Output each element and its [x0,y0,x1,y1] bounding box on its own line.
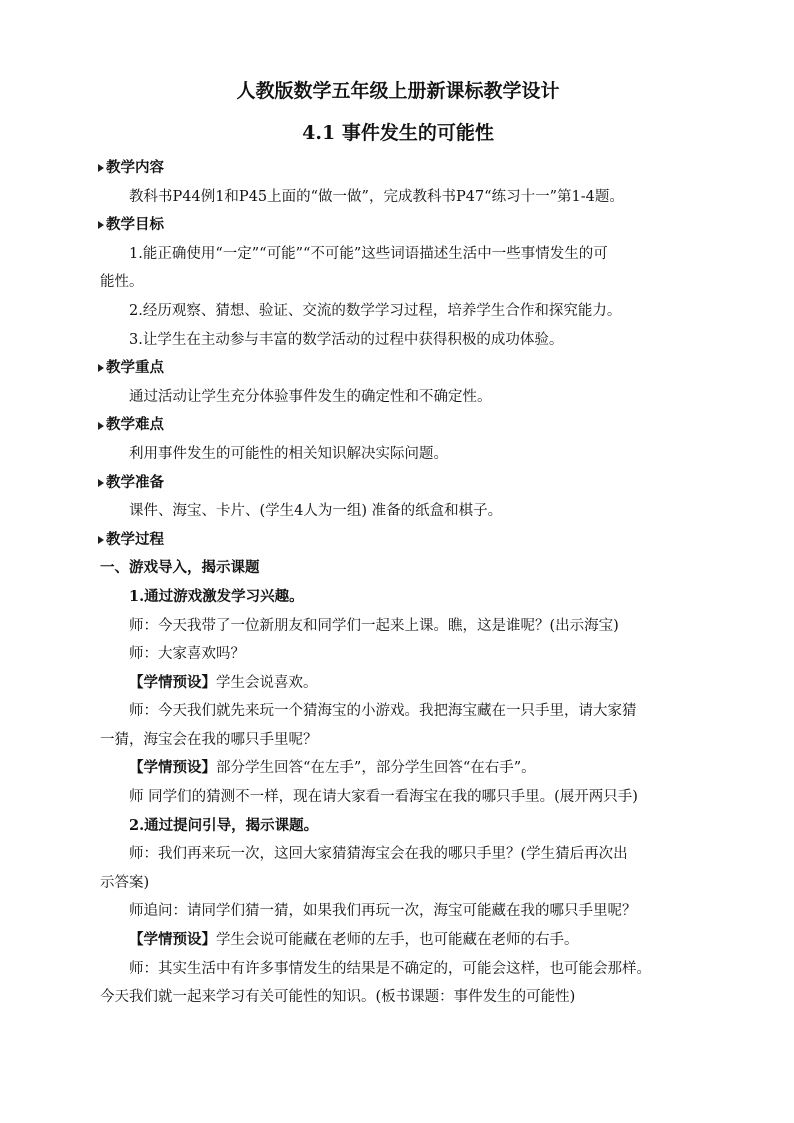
paragraph-7-line-2: 示答案) [100,874,150,891]
preparation-text: 课件、海宝、卡片、(学生4人为一组) 准备的纸盒和棋子。 [129,503,503,520]
triangle-bullet-icon [98,479,104,487]
difficulties-text: 利用事件发生的可能性的相关知识解决实际问题。 [129,445,448,462]
part-1-title: 一、游戏导入，揭示课题 [100,559,260,577]
section-heading-difficulties: 教学难点 [98,411,696,440]
section-heading-key-points: 教学重点 [98,354,696,383]
key-points-text: 通过活动让学生充分体验事件发生的确定性和不确定性。 [129,388,492,405]
paragraph-8: 师追问：请同学们猜一猜，如果我们再玩一次，海宝可能藏在我的哪只手里呢？ [129,903,637,920]
paragraph-2: 师：大家喜欢吗？ [129,646,245,663]
paragraph-4-line-2: 一猜，海宝会在我的哪只手里呢？ [100,731,318,748]
step-2-title: 2.通过提问引导，揭示课题。 [129,816,319,834]
paragraph-6: 师 同学们的猜测不一样，现在请大家看一看海宝在我的哪只手里。(展开两只手) [129,789,638,806]
section-heading-process: 教学过程 [98,526,696,555]
triangle-bullet-icon [98,422,104,430]
section-heading-content: 教学内容 [98,154,696,183]
paragraph-10-line-1: 师：其实生活中有许多事情发生的结果是不确定的，可能会这样，也可能会那样。 [129,960,651,977]
paragraph-4-line-1: 师：今天我们就先来玩一个猜海宝的小游戏。我把海宝藏在一只手里，请大家猜 [129,703,637,720]
step-1-title: 1.通过游戏激发学习兴趣。 [129,587,304,605]
triangle-bullet-icon [98,221,104,229]
paragraph-7-line-1: 师：我们再来玩一次，这回大家猜猜海宝会在我的哪只手里？(学生猜后再次出 [129,846,628,863]
paragraph-5: 【学情预设】部分学生回答“在左手”，部分学生回答“在右手”。 [129,759,536,777]
paragraph-10-line-2: 今天我们就一起来学习有关可能性的知识。(板书课题：事件发生的可能性) [100,989,576,1006]
prediction-tag: 【学情预设】 [129,673,216,691]
prediction-tag: 【学情预设】 [129,931,216,949]
section-heading-preparation: 教学准备 [98,469,696,498]
goal-1-line-2: 能性。 [100,274,144,291]
paragraph-3: 【学情预设】学生会说喜欢。 [129,673,318,691]
prediction-tag: 【学情预设】 [129,759,216,777]
paragraph-9: 【学情预设】学生会说可能藏在老师的左手，也可能藏在老师的右手。 [129,931,579,949]
triangle-bullet-icon [98,536,104,544]
lesson-title: 4.1 事件发生的可能性 [302,122,494,144]
goal-1-line-1: 1.能正确使用“一定”“可能”“不可能”这些词语描述生活中一些事情发生的可 [129,245,608,262]
goal-3: 3.让学生在主动参与丰富的数学活动的过程中获得积极的成功体验。 [129,331,564,348]
triangle-bullet-icon [98,164,104,172]
paragraph-1: 师：今天我带了一位新朋友和同学们一起来上课。瞧，这是谁呢？(出示海宝) [129,617,619,634]
content-text: 教科书P44例1和P45上面的“做一做”，完成教科书P47“练习十一”第1-4题。 [129,188,624,205]
triangle-bullet-icon [98,364,104,372]
document-title: 人教版数学五年级上册新课标教学设计 [236,80,560,102]
goal-2: 2.经历观察、猜想、验证、交流的数学学习过程，培养学生合作和探究能力。 [129,302,622,319]
section-heading-goals: 教学目标 [98,211,696,240]
